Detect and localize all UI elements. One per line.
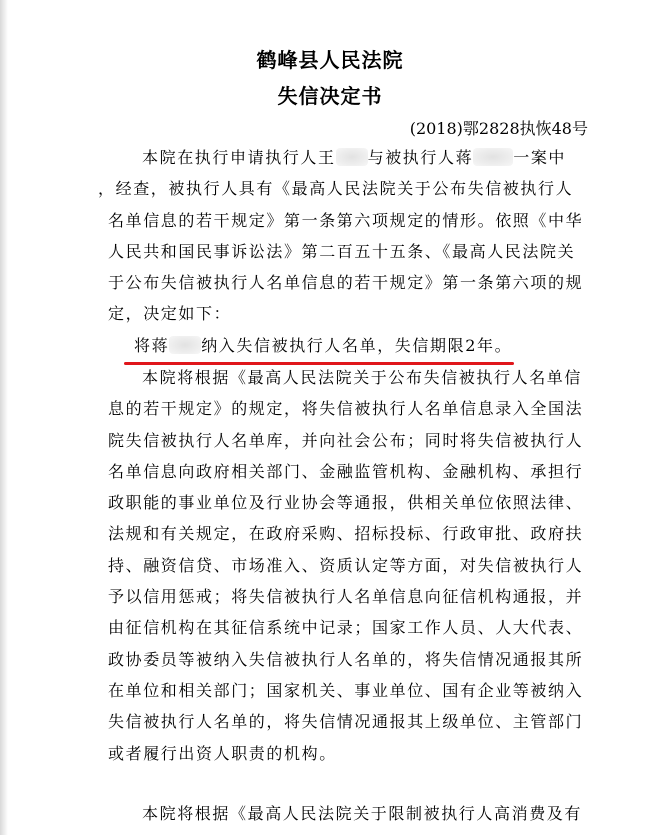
text-line: 名单信息的若干规定》第一条第六项规定的情形。依照《中华 — [108, 210, 584, 230]
page-edge-shadow — [0, 0, 8, 835]
decision-statement — [108, 330, 590, 361]
text-line: 院失信被执行人名单库，并向社会公布；同时将失信被执行人 — [108, 430, 584, 450]
paragraph-intro — [98, 142, 590, 330]
text-line: 持、融资信贷、市场准入、资质认定等方面，对失信被执行人 — [108, 555, 584, 575]
text-line: 息的若干规定》的规定，将失信被执行人名单信息录入全国法 — [108, 399, 584, 419]
text-line: 由征信机构在其征信系统中记录；国家工作人员、人大代表、 — [108, 618, 584, 638]
case-number: (2018)鄂2828执恢48号 — [409, 119, 588, 138]
paragraph-restrictions — [108, 798, 590, 829]
text-line: 予以信用惩戒；将失信被执行人名单信息向征信机构通报，并 — [108, 587, 584, 607]
court-name: 鹤峰县人民法院 — [256, 48, 404, 72]
text-line: 本院将根据《最高人民法院关于限制被执行人高消费及有 — [142, 804, 583, 823]
text-line: 名单信息向政府相关部门、金融监管机构、金融机构、承担行 — [108, 461, 584, 481]
text-line: 本院将根据《最高人民法院关于公布失信被执行人名单信 — [142, 368, 583, 387]
text-line: 政协委员等被纳入失信被执行人名单的，将失信情况通报其所 — [108, 649, 584, 669]
text-line: 失信被执行人名单的，将失信情况通报其上级单位、主管部门 — [108, 712, 584, 732]
text-line: 在单位和相关部门；国家机关、事业单位、国有企业等被纳入 — [108, 680, 584, 700]
text-line: 政职能的事业单位及行业协会等通报，供相关单位依照法律、 — [108, 493, 584, 513]
text-line: 法规和有关规定，在政府采购、招标投标、行政审批、政府扶 — [108, 524, 584, 544]
text-line: 人民共和国民事诉讼法》第二百五十五条、《最高人民法院关 — [108, 241, 576, 261]
text-line: 于公布失信被执行人名单信息的若干规定》第一条第六项的规 — [108, 273, 584, 293]
text-line: 定，决定如下： — [108, 304, 232, 324]
document-title: 失信决定书 — [277, 84, 383, 108]
text-line: 本院在执行申请执行人王 与被执行人蒋 一案中 — [142, 148, 567, 167]
redacted-name — [336, 148, 368, 166]
paragraph-consequences — [108, 362, 590, 769]
text-line: 将蒋 纳入失信被执行人名单，失信期限2年。 — [134, 336, 513, 355]
text-line: 或者履行出资人职责的机构。 — [108, 743, 337, 763]
text-line: ，经查，被执行人具有《最高人民法院关于公布失信被执行人 — [98, 179, 574, 199]
redacted-name — [473, 148, 513, 166]
redacted-name — [169, 336, 201, 354]
